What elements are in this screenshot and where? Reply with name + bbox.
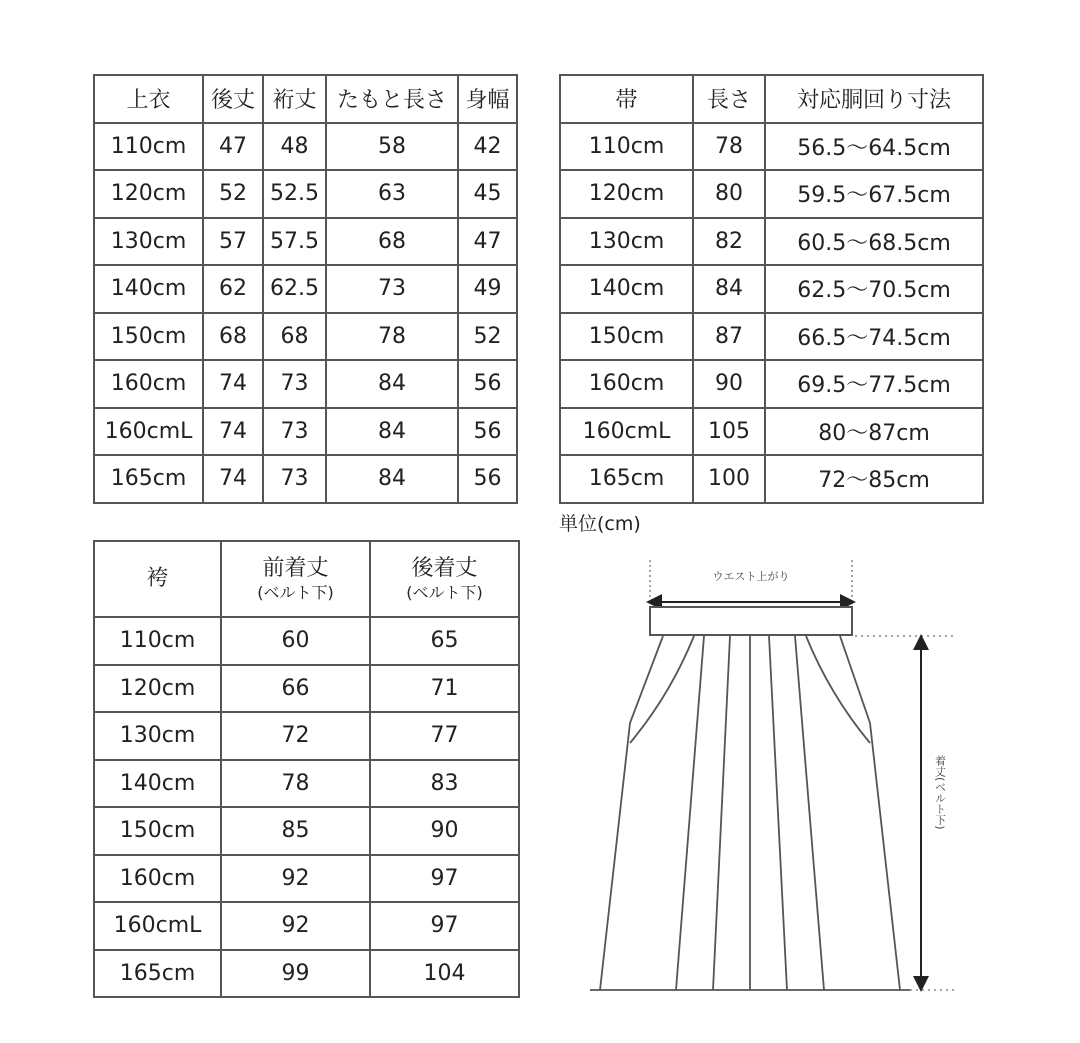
table-cell: 160cm [94, 360, 203, 408]
table-row [94, 360, 517, 408]
table-cell: 72 [221, 712, 370, 760]
table-row [560, 455, 983, 503]
table-cell: 110cm [94, 123, 203, 171]
header-cell [370, 541, 519, 617]
table-row [560, 170, 983, 218]
header-sub: (ベルト下) [257, 582, 334, 602]
header-cell: 後丈 [203, 75, 263, 123]
table-cell: 62.5 [263, 265, 326, 313]
table-cell: 105 [693, 408, 765, 456]
table-cell: 130cm [94, 712, 221, 760]
table-cell: 72〜85cm [765, 455, 983, 503]
table-row [560, 218, 983, 266]
table-row [94, 123, 517, 171]
waistband [650, 607, 852, 635]
table-cell: 66.5〜74.5cm [765, 313, 983, 361]
table-cell: 97 [370, 855, 519, 903]
table-cell: 74 [203, 408, 263, 456]
table-cell: 150cm [560, 313, 693, 361]
belt-size-table [559, 74, 984, 504]
table-cell: 92 [221, 855, 370, 903]
length-label: 着丈(ベルト下) [933, 755, 947, 830]
table-cell: 68 [326, 218, 458, 266]
table-cell: 160cmL [94, 408, 203, 456]
header-sub: (ベルト下) [406, 582, 483, 602]
table-cell: 71 [370, 665, 519, 713]
header-cell [94, 541, 221, 617]
table-cell: 47 [203, 123, 263, 171]
table-cell: 62.5〜70.5cm [765, 265, 983, 313]
table-cell: 140cm [94, 265, 203, 313]
table-cell: 85 [221, 807, 370, 855]
table-cell: 73 [326, 265, 458, 313]
waist-label: ウエスト上がり [712, 570, 790, 583]
table-row [94, 855, 519, 903]
table-cell: 66 [221, 665, 370, 713]
header-cell: 帯 [560, 75, 693, 123]
table-cell: 47 [458, 218, 517, 266]
table-cell: 78 [693, 123, 765, 171]
table-cell: 90 [370, 807, 519, 855]
header-cell: 身幅 [458, 75, 517, 123]
table-cell: 56 [458, 408, 517, 456]
table-cell: 140cm [560, 265, 693, 313]
hakama-skirt-outline [590, 636, 910, 990]
table-cell: 150cm [94, 313, 203, 361]
table-cell: 97 [370, 902, 519, 950]
table-cell: 120cm [560, 170, 693, 218]
table-cell: 84 [326, 360, 458, 408]
table-cell: 160cmL [94, 902, 221, 950]
table-cell: 57 [203, 218, 263, 266]
table-row [94, 760, 519, 808]
jacket-size-table [93, 74, 518, 504]
table-cell: 60.5〜68.5cm [765, 218, 983, 266]
table-cell: 52.5 [263, 170, 326, 218]
table-cell: 73 [263, 408, 326, 456]
table-row [560, 408, 983, 456]
table-cell: 49 [458, 265, 517, 313]
table-cell: 62 [203, 265, 263, 313]
table-cell: 84 [326, 408, 458, 456]
table-cell: 65 [370, 617, 519, 665]
table-cell: 160cm [94, 855, 221, 903]
header-cell: たもと長さ [326, 75, 458, 123]
table-cell: 74 [203, 455, 263, 503]
table-row [94, 902, 519, 950]
table-row [94, 665, 519, 713]
table-cell: 130cm [94, 218, 203, 266]
table-cell: 100 [693, 455, 765, 503]
table-cell: 69.5〜77.5cm [765, 360, 983, 408]
header-main: 前着丈 [262, 556, 329, 582]
table-cell: 110cm [560, 123, 693, 171]
table-cell: 83 [370, 760, 519, 808]
table-cell: 74 [203, 360, 263, 408]
table-row [94, 455, 517, 503]
table-header-row [560, 75, 983, 123]
table-header-row [94, 541, 519, 617]
table-cell: 48 [263, 123, 326, 171]
table-cell: 73 [263, 360, 326, 408]
table-cell: 160cmL [560, 408, 693, 456]
table-cell: 56 [458, 455, 517, 503]
table-cell: 68 [263, 313, 326, 361]
header-cell: 長さ [693, 75, 765, 123]
table-cell: 82 [693, 218, 765, 266]
table-header-row [94, 75, 517, 123]
hakama-diagram [590, 545, 990, 1005]
header-cell: 上衣 [94, 75, 203, 123]
table-cell: 78 [326, 313, 458, 361]
table-cell: 56.5〜64.5cm [765, 123, 983, 171]
table-row [94, 265, 517, 313]
table-cell: 165cm [94, 455, 203, 503]
table-cell: 120cm [94, 170, 203, 218]
table-cell: 104 [370, 950, 519, 998]
table-row [560, 123, 983, 171]
table-cell: 165cm [560, 455, 693, 503]
table-cell: 73 [263, 455, 326, 503]
table-row [94, 170, 517, 218]
header-cell [221, 541, 370, 617]
table-cell: 45 [458, 170, 517, 218]
table-row [94, 617, 519, 665]
table-row [560, 313, 983, 361]
table-cell: 57.5 [263, 218, 326, 266]
table-cell: 90 [693, 360, 765, 408]
table-cell: 120cm [94, 665, 221, 713]
table-cell: 99 [221, 950, 370, 998]
header-main: 袴 [146, 565, 169, 591]
table-cell: 60 [221, 617, 370, 665]
table-cell: 165cm [94, 950, 221, 998]
table-cell: 58 [326, 123, 458, 171]
table-row [560, 360, 983, 408]
table-cell: 160cm [560, 360, 693, 408]
table-row [94, 408, 517, 456]
table-row [94, 218, 517, 266]
table-cell: 42 [458, 123, 517, 171]
table-cell: 140cm [94, 760, 221, 808]
header-main: 後着丈 [411, 556, 478, 582]
table-cell: 110cm [94, 617, 221, 665]
table-cell: 78 [221, 760, 370, 808]
table-cell: 59.5〜67.5cm [765, 170, 983, 218]
table-cell: 77 [370, 712, 519, 760]
table-row [560, 265, 983, 313]
table-cell: 80 [693, 170, 765, 218]
table-row [94, 950, 519, 998]
table-cell: 52 [458, 313, 517, 361]
unit-label: 単位(cm) [559, 513, 641, 535]
table-cell: 63 [326, 170, 458, 218]
table-cell: 130cm [560, 218, 693, 266]
table-cell: 68 [203, 313, 263, 361]
table-cell: 87 [693, 313, 765, 361]
hakama-size-table [93, 540, 520, 998]
table-cell: 52 [203, 170, 263, 218]
table-cell: 84 [326, 455, 458, 503]
header-cell: 裄丈 [263, 75, 326, 123]
header-cell: 対応胴回り寸法 [765, 75, 983, 123]
table-row [94, 313, 517, 361]
table-cell: 92 [221, 902, 370, 950]
table-cell: 56 [458, 360, 517, 408]
table-cell: 80〜87cm [765, 408, 983, 456]
table-row [94, 807, 519, 855]
table-row [94, 712, 519, 760]
table-cell: 84 [693, 265, 765, 313]
table-cell: 150cm [94, 807, 221, 855]
